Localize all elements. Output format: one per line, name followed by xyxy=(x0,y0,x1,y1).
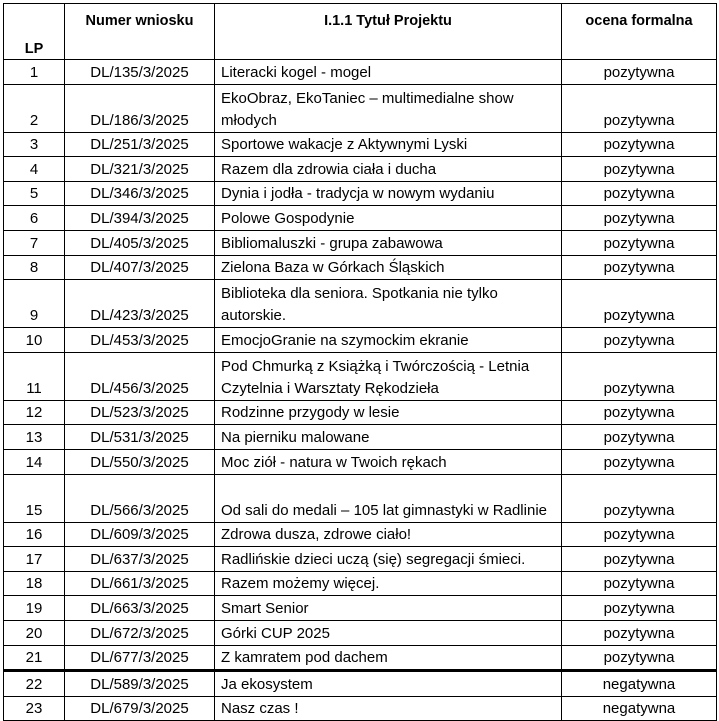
row-title: Razem możemy więcej. xyxy=(215,571,562,596)
row-number: DL/663/3/2025 xyxy=(65,596,215,621)
row-title: EkoObraz, EkoTaniec – multimedialne show młodych xyxy=(215,84,562,132)
row-lp: 8 xyxy=(4,255,65,280)
table-row xyxy=(4,571,717,596)
row-lp: 21 xyxy=(4,645,65,671)
row-title: Zielona Baza w Górkach Śląskich xyxy=(215,255,562,280)
row-lp: 12 xyxy=(4,400,65,425)
results-table xyxy=(3,3,717,721)
row-title: Dynia i jodła - tradycja w nowym wydaniu xyxy=(215,181,562,206)
row-lp: 18 xyxy=(4,571,65,596)
row-number: DL/589/3/2025 xyxy=(65,671,215,697)
table-row xyxy=(4,449,717,474)
table-row xyxy=(4,230,717,255)
row-rating: pozytywna xyxy=(562,596,717,621)
table-row xyxy=(4,157,717,182)
row-lp: 16 xyxy=(4,522,65,547)
table-row xyxy=(4,400,717,425)
table-row xyxy=(4,696,717,721)
row-lp: 3 xyxy=(4,132,65,157)
row-lp: 11 xyxy=(4,352,65,400)
row-lp: 15 xyxy=(4,474,65,522)
row-number: DL/550/3/2025 xyxy=(65,449,215,474)
row-number: DL/566/3/2025 xyxy=(65,474,215,522)
row-number: DL/394/3/2025 xyxy=(65,206,215,231)
row-number: DL/346/3/2025 xyxy=(65,181,215,206)
row-rating: pozytywna xyxy=(562,132,717,157)
table-row xyxy=(4,474,717,522)
row-title: Na pierniku malowane xyxy=(215,425,562,450)
row-number: DL/407/3/2025 xyxy=(65,255,215,280)
row-rating: pozytywna xyxy=(562,60,717,85)
table-row xyxy=(4,206,717,231)
row-title: Razem dla zdrowia ciała i ducha xyxy=(215,157,562,182)
row-rating: pozytywna xyxy=(562,522,717,547)
row-title: Bibliomaluszki - grupa zabawowa xyxy=(215,230,562,255)
row-number: DL/321/3/2025 xyxy=(65,157,215,182)
row-number: DL/456/3/2025 xyxy=(65,352,215,400)
row-lp: 9 xyxy=(4,280,65,328)
row-lp: 13 xyxy=(4,425,65,450)
table-row xyxy=(4,255,717,280)
row-title: Pod Chmurką z Książką i Twórczością - Letnia Czytelnia i Warsztaty Rękodzieła xyxy=(215,352,562,400)
row-number: DL/531/3/2025 xyxy=(65,425,215,450)
row-rating: pozytywna xyxy=(562,547,717,572)
row-lp: 23 xyxy=(4,696,65,721)
row-title: Sportowe wakacje z Aktywnymi Lyski xyxy=(215,132,562,157)
table-row xyxy=(4,328,717,353)
row-rating: pozytywna xyxy=(562,400,717,425)
row-number: DL/523/3/2025 xyxy=(65,400,215,425)
row-title: Ja ekosystem xyxy=(215,671,562,697)
header-row xyxy=(4,4,717,60)
row-rating: pozytywna xyxy=(562,620,717,645)
row-number: DL/135/3/2025 xyxy=(65,60,215,85)
row-rating: pozytywna xyxy=(562,645,717,671)
header-lp: LP xyxy=(4,4,65,60)
row-number: DL/609/3/2025 xyxy=(65,522,215,547)
row-title: Zdrowa dusza, zdrowe ciało! xyxy=(215,522,562,547)
row-title: Polowe Gospodynie xyxy=(215,206,562,231)
header-title: I.1.1 Tytuł Projektu xyxy=(215,4,562,60)
row-number: DL/661/3/2025 xyxy=(65,571,215,596)
row-number: DL/453/3/2025 xyxy=(65,328,215,353)
table-row xyxy=(4,132,717,157)
row-lp: 4 xyxy=(4,157,65,182)
row-number: DL/637/3/2025 xyxy=(65,547,215,572)
row-title: Literacki kogel - mogel xyxy=(215,60,562,85)
row-title: Smart Senior xyxy=(215,596,562,621)
row-lp: 14 xyxy=(4,449,65,474)
table-row xyxy=(4,84,717,132)
row-rating: pozytywna xyxy=(562,474,717,522)
row-rating: pozytywna xyxy=(562,181,717,206)
header-rating: ocena formalna xyxy=(562,4,717,60)
table-row xyxy=(4,596,717,621)
row-lp: 1 xyxy=(4,60,65,85)
table-row xyxy=(4,280,717,328)
row-lp: 2 xyxy=(4,84,65,132)
row-rating: pozytywna xyxy=(562,230,717,255)
row-number: DL/677/3/2025 xyxy=(65,645,215,671)
row-number: DL/251/3/2025 xyxy=(65,132,215,157)
row-rating: pozytywna xyxy=(562,425,717,450)
row-rating: pozytywna xyxy=(562,328,717,353)
row-number: DL/679/3/2025 xyxy=(65,696,215,721)
row-rating: pozytywna xyxy=(562,255,717,280)
row-title: EmocjoGranie na szymockim ekranie xyxy=(215,328,562,353)
row-lp: 22 xyxy=(4,671,65,697)
row-rating: negatywna xyxy=(562,696,717,721)
row-rating: negatywna xyxy=(562,671,717,697)
row-rating: pozytywna xyxy=(562,571,717,596)
row-lp: 20 xyxy=(4,620,65,645)
row-lp: 7 xyxy=(4,230,65,255)
row-title: Biblioteka dla seniora. Spotkania nie tylko autorskie. xyxy=(215,280,562,328)
table-row xyxy=(4,352,717,400)
row-title: Od sali do medali – 105 lat gimnastyki w Radlinie xyxy=(215,474,562,522)
table-row xyxy=(4,671,717,697)
table-row xyxy=(4,425,717,450)
row-title: Moc ziół - natura w Twoich rękach xyxy=(215,449,562,474)
row-rating: pozytywna xyxy=(562,280,717,328)
row-rating: pozytywna xyxy=(562,157,717,182)
row-rating: pozytywna xyxy=(562,352,717,400)
row-lp: 10 xyxy=(4,328,65,353)
row-lp: 5 xyxy=(4,181,65,206)
row-number: DL/672/3/2025 xyxy=(65,620,215,645)
row-title: Radlińskie dzieci uczą (się) segregacji śmieci. xyxy=(215,547,562,572)
row-title: Z kamratem pod dachem xyxy=(215,645,562,671)
table-row xyxy=(4,620,717,645)
row-number: DL/423/3/2025 xyxy=(65,280,215,328)
header-number: Numer wniosku xyxy=(65,4,215,60)
table-row xyxy=(4,181,717,206)
row-rating: pozytywna xyxy=(562,449,717,474)
row-title: Górki CUP 2025 xyxy=(215,620,562,645)
row-number: DL/405/3/2025 xyxy=(65,230,215,255)
table-row xyxy=(4,60,717,85)
row-lp: 6 xyxy=(4,206,65,231)
row-rating: pozytywna xyxy=(562,206,717,231)
table-row xyxy=(4,645,717,671)
row-title: Nasz czas ! xyxy=(215,696,562,721)
table-row xyxy=(4,547,717,572)
row-number: DL/186/3/2025 xyxy=(65,84,215,132)
table-row xyxy=(4,522,717,547)
row-title: Rodzinne przygody w lesie xyxy=(215,400,562,425)
row-lp: 19 xyxy=(4,596,65,621)
row-rating: pozytywna xyxy=(562,84,717,132)
row-lp: 17 xyxy=(4,547,65,572)
